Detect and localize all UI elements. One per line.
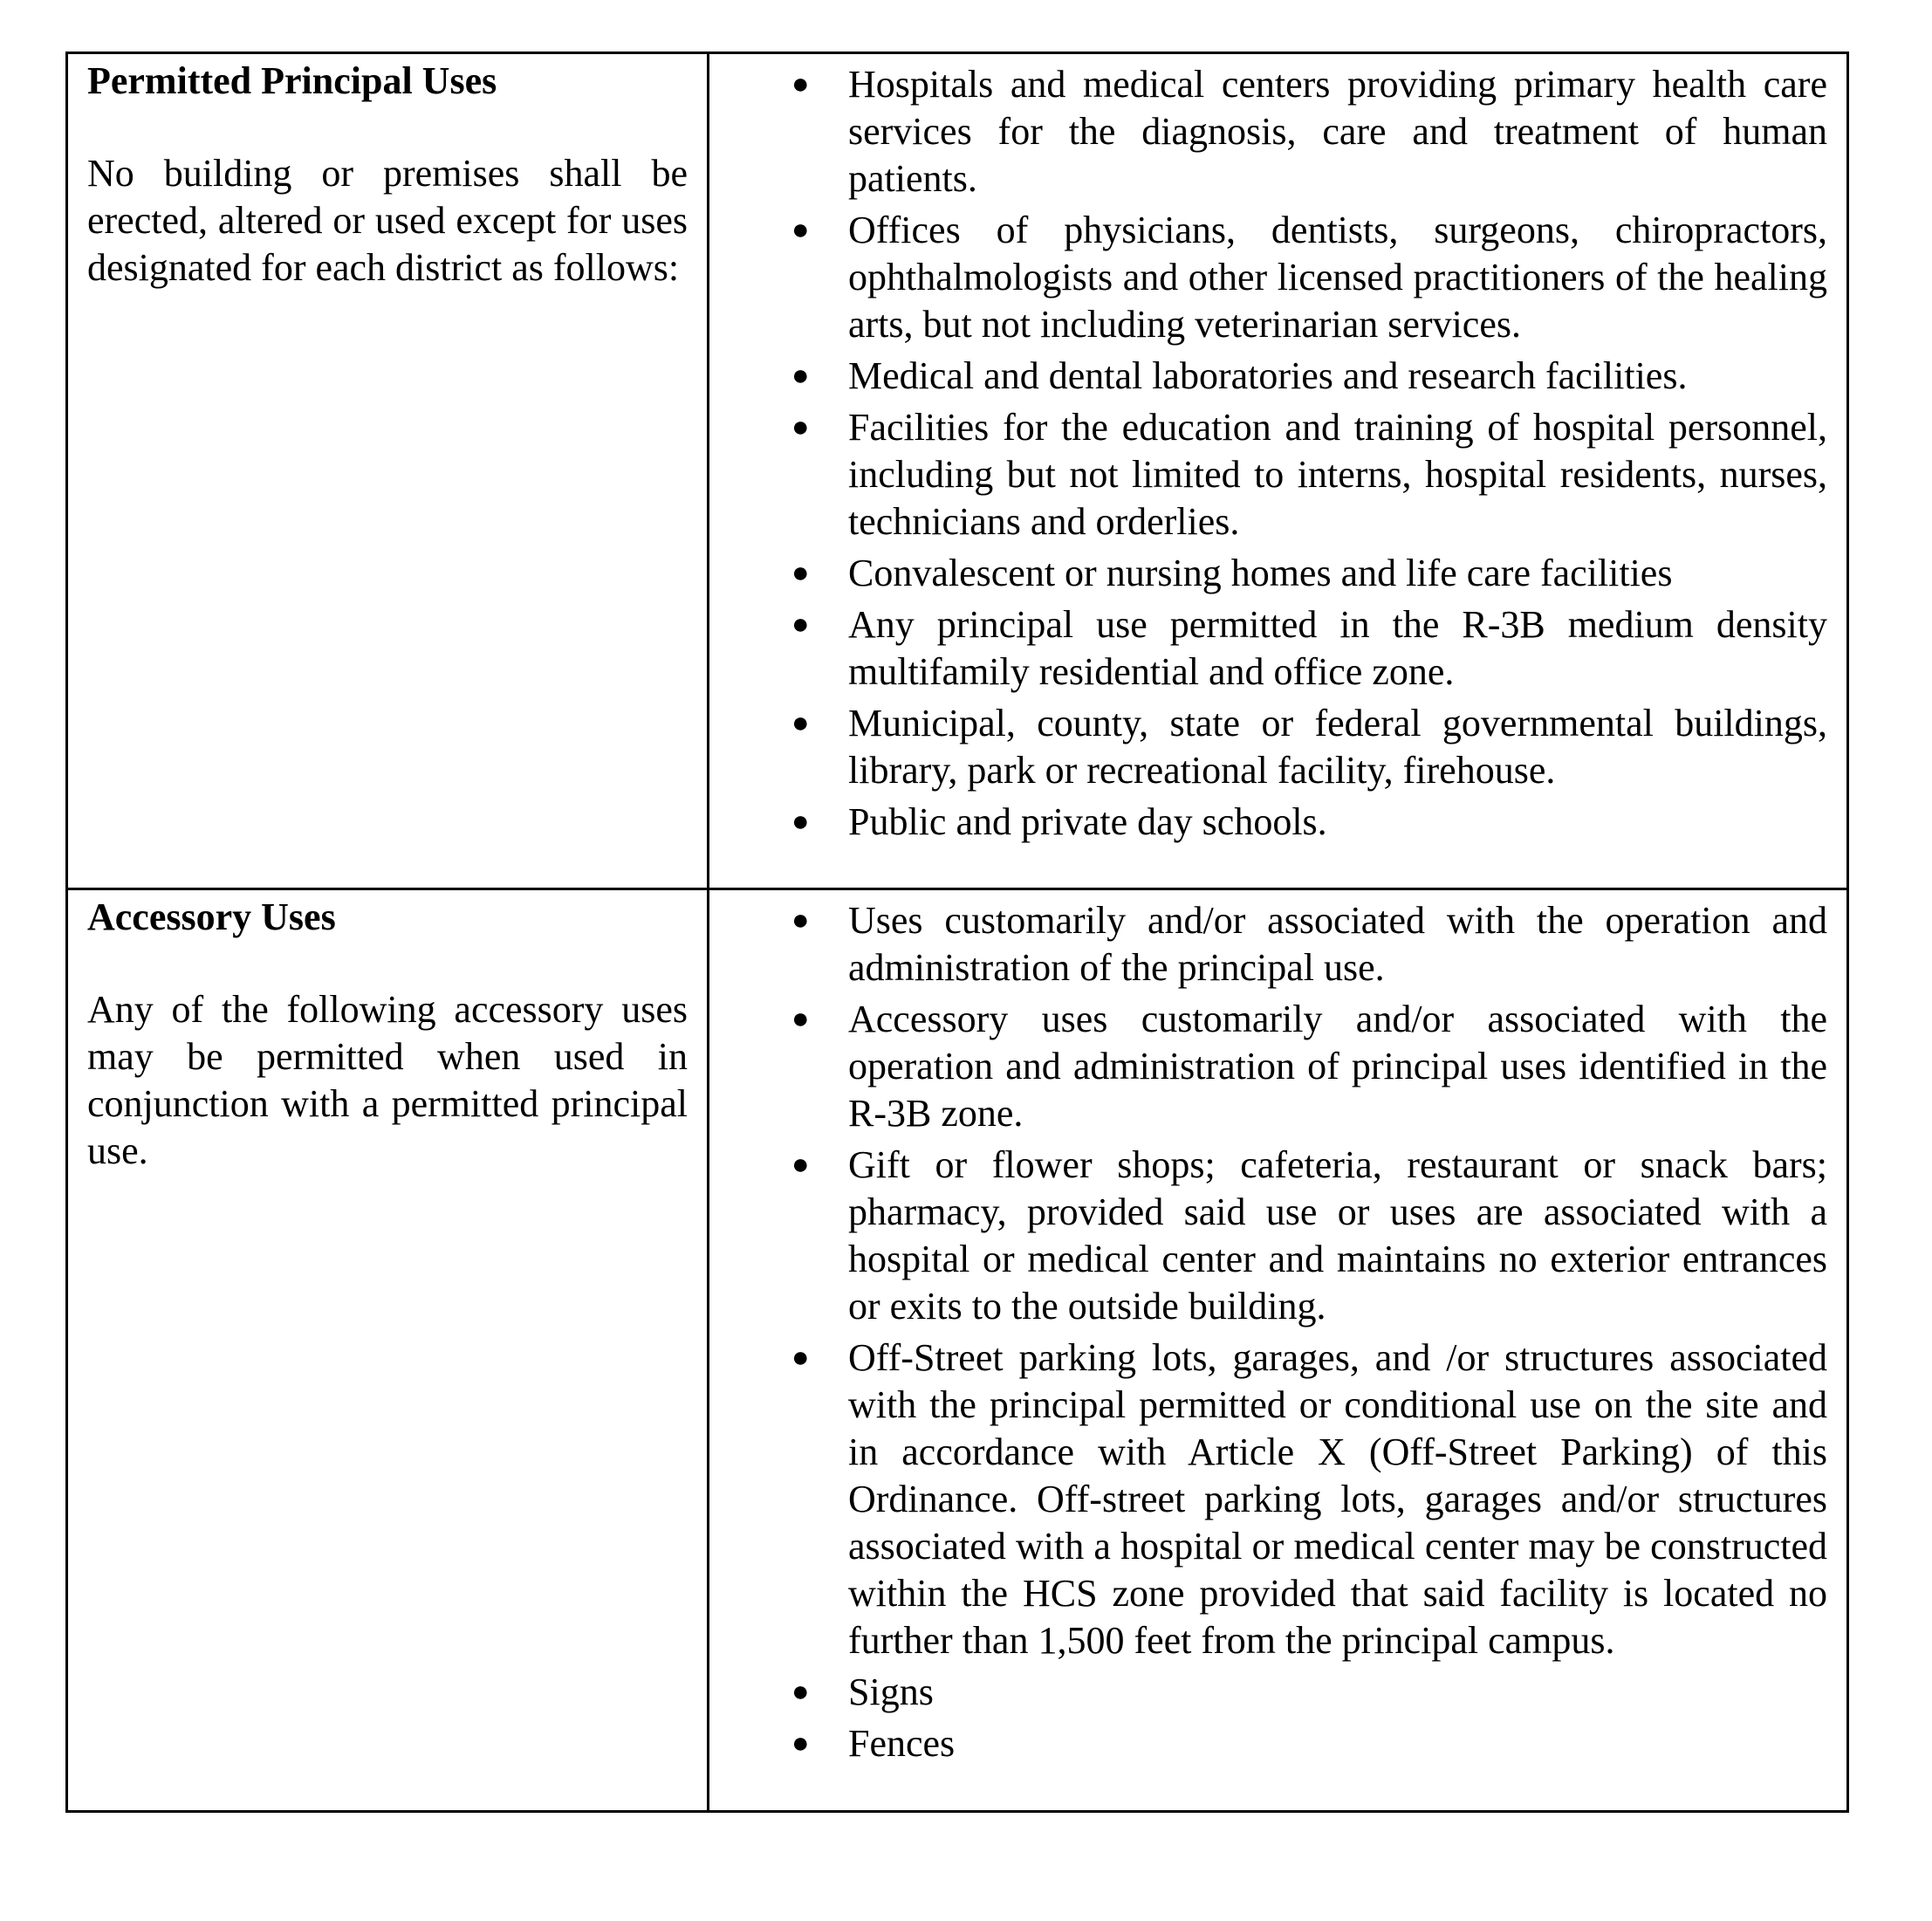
list-item: ● Uses customarily and/or associated with the operation and administration of the principal use. [791, 899, 1827, 989]
list-item: ● Fences [709, 1720, 1827, 1767]
list-item: ● Municipal, county, state or federal governmental buildings, library, park or recreational facility, firehouse. [791, 702, 1827, 792]
bullet-icon: ● [791, 707, 810, 739]
zoning-uses-table [65, 51, 1849, 1813]
section-heading: Permitted Principal Uses [87, 59, 497, 102]
table-row-accessory-uses [67, 889, 1848, 1812]
list-item: ● Facilities for the education and training of hospital personnel, including but not limited to interns, hospital residents, nurses, technicians and orderlies. [791, 406, 1827, 543]
list-item: ● Any principal use permitted in the R-3B medium density multifamily residential and office zone. [791, 603, 1827, 693]
bullet-icon: ● [791, 214, 810, 246]
bullet-icon: ● [791, 806, 810, 838]
section-description: No building or premises shall be erected, altered or used except for uses designated for each district as follows: [87, 152, 688, 289]
list-item: ● Convalescent or nursing homes and life care facilities [709, 550, 1827, 597]
list-item: ● Public and private day schools. [709, 799, 1827, 846]
list-item: ● Offices of physicians, dentists, surgeons, chiropractors, ophthalmologists and other licensed practitioners of the healing arts, but not including veterinarian services. [791, 209, 1827, 346]
section-description: Any of the following accessory uses may be permitted when used in conjunction with a permitted principal use. [87, 988, 688, 1172]
bullet-icon: ● [791, 411, 810, 443]
list-item: ● Signs [709, 1669, 1827, 1716]
list-item: ● Medical and dental laboratories and research facilities. [709, 353, 1827, 400]
bullet-icon: ● [791, 360, 810, 392]
label-cell-accessory-uses [67, 889, 709, 1812]
bullet-icon: ● [791, 1341, 810, 1374]
permitted-uses-list [709, 54, 1846, 846]
list-cell-accessory-uses [709, 889, 1848, 1812]
bullet-icon: ● [791, 1727, 810, 1760]
bullet-icon: ● [791, 1003, 810, 1035]
label-cell-permitted-principal-uses [67, 53, 709, 889]
bullet-icon: ● [791, 1149, 810, 1181]
section-heading: Accessory Uses [87, 895, 336, 938]
bullet-icon: ● [791, 68, 810, 100]
bullet-icon: ● [791, 1676, 810, 1708]
bullet-icon: ● [791, 904, 810, 936]
list-item: ● Accessory uses customarily and/or associated with the operation and administration of principal uses identified in the R-3B zone. [791, 998, 1827, 1135]
list-item: ● Hospitals and medical centers providing primary health care services for the diagnosis, care and treatment of human patients. [791, 63, 1827, 200]
bullet-icon: ● [791, 608, 810, 641]
list-cell-permitted-principal-uses [709, 53, 1848, 889]
accessory-uses-list [709, 890, 1846, 1767]
list-item: ● Off-Street parking lots, garages, and /or structures associated with the principal permitted or conditional use on the site and in accordance with Article X (Off-Street Parking) of this Ordinance. Off-street parking lots, garages and/or structures associated with a hospital or medical center may be constructed within the HCS zone provided that said facility is located no further than 1,500 feet from the principal campus. [791, 1336, 1827, 1662]
table-row-permitted-principal-uses [67, 53, 1848, 889]
bullet-icon: ● [791, 557, 810, 589]
list-item: ● Gift or flower shops; cafeteria, restaurant or snack bars; pharmacy, provided said use or uses are associated with a hospital or medical center and maintains no exterior entrances or exits to the outside building. [791, 1143, 1827, 1328]
